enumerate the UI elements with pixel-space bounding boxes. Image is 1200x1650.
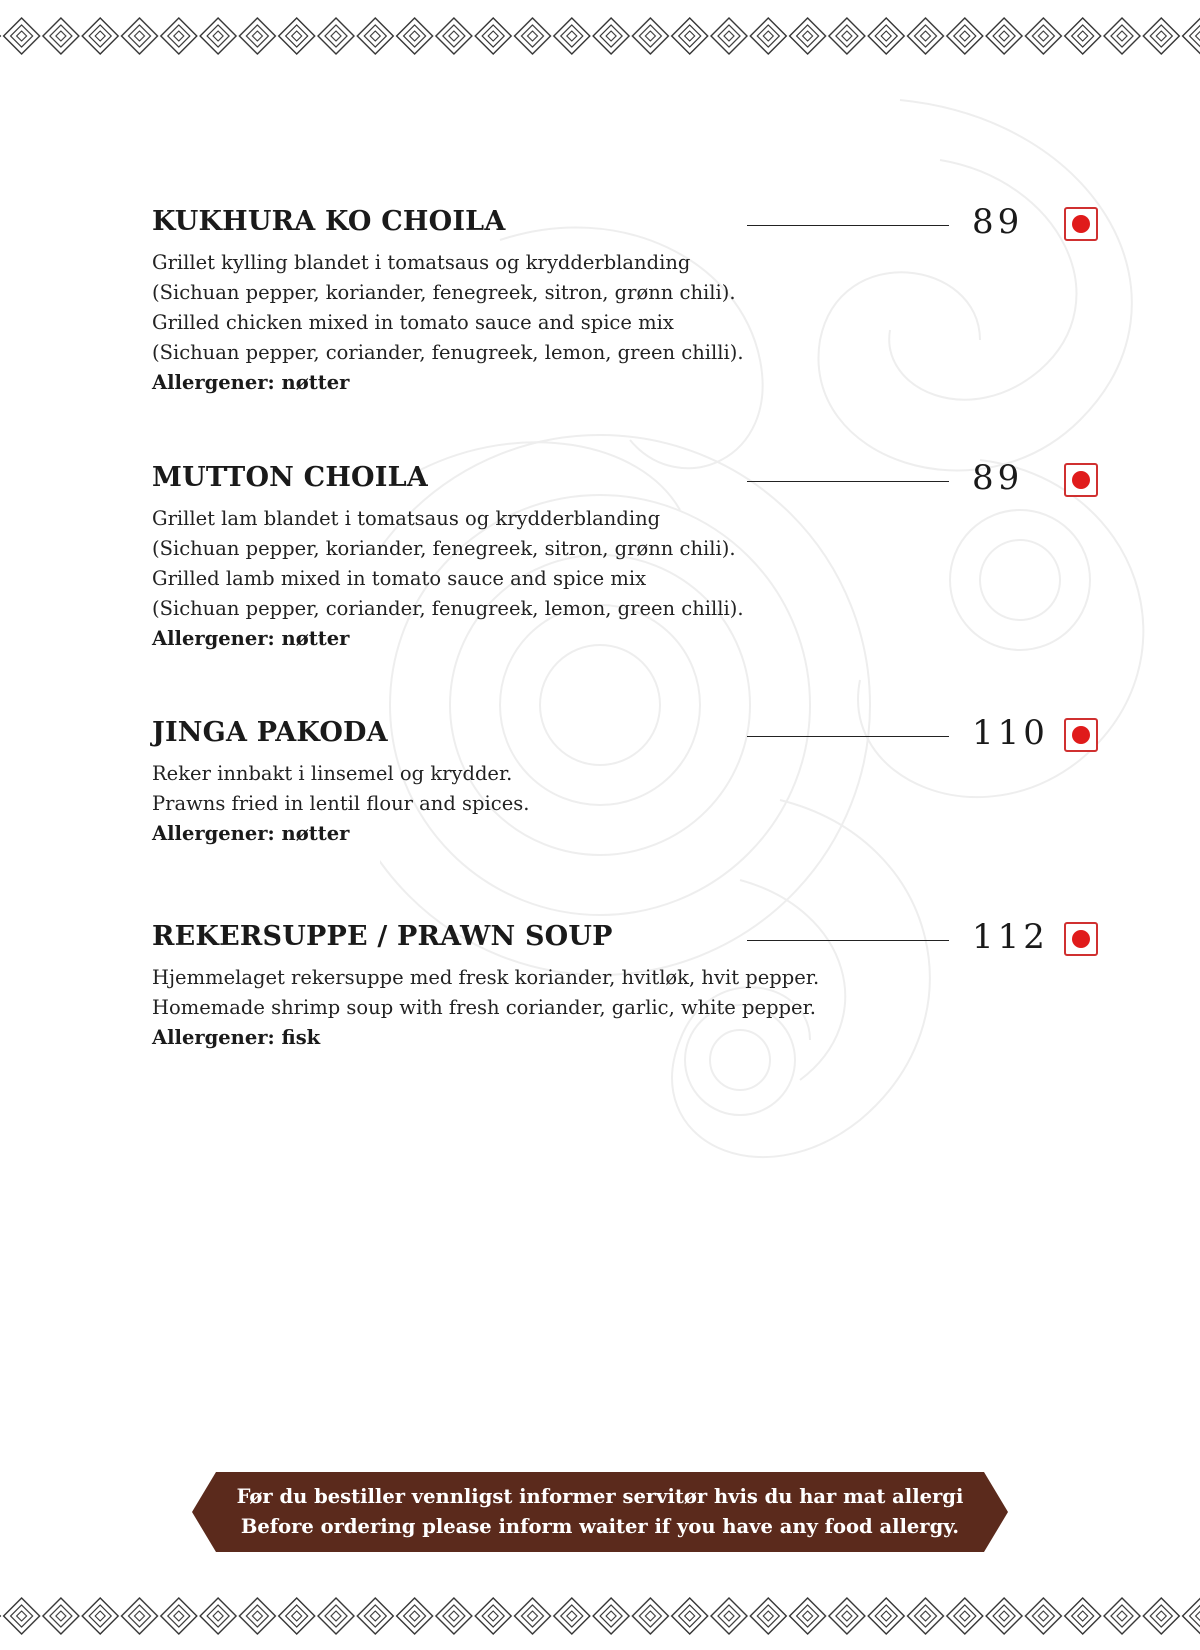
description-line: (Sichuan pepper, coriander, fenugreek, lemon, green chilli). bbox=[152, 597, 744, 620]
menu-item bbox=[152, 919, 1112, 1053]
food-mark-icon bbox=[1064, 922, 1098, 956]
item-price: 89 bbox=[972, 458, 1024, 498]
allergy-notice-line-no: Før du bestiller vennligst informer servitør hvis du har mat allergi bbox=[236, 1485, 964, 1508]
allergen-info: Allergener: nøtter bbox=[152, 627, 350, 650]
item-description bbox=[152, 248, 1112, 398]
allergen-info: Allergener: fisk bbox=[152, 1026, 321, 1049]
description-line: Grilled chicken mixed in tomato sauce and spice mix bbox=[152, 311, 674, 334]
description-line: Homemade shrimp soup with fresh coriander, garlic, white pepper. bbox=[152, 996, 816, 1019]
item-title: MUTTON CHOILA bbox=[152, 462, 428, 493]
allergy-notice-line-en: Before ordering please inform waiter if you have any food allergy. bbox=[240, 1515, 960, 1538]
description-line: (Sichuan pepper, koriander, fenegreek, sitron, grønn chili). bbox=[152, 281, 736, 304]
description-line: (Sichuan pepper, coriander, fenugreek, lemon, green chilli). bbox=[152, 341, 744, 364]
item-description bbox=[152, 504, 1112, 654]
item-price: 112 bbox=[972, 917, 1049, 957]
description-line: Grilled lamb mixed in tomato sauce and spice mix bbox=[152, 567, 647, 590]
menu-item bbox=[152, 460, 1112, 654]
allergy-notice-text bbox=[192, 1482, 1008, 1542]
description-line: Grillet kylling blandet i tomatsaus og krydderblanding bbox=[152, 251, 691, 274]
description-line: Prawns fried in lentil flour and spices. bbox=[152, 792, 530, 815]
description-line: Grillet lam blandet i tomatsaus og krydderblanding bbox=[152, 507, 661, 530]
allergen-info: Allergener: nøtter bbox=[152, 822, 350, 845]
menu-item bbox=[152, 204, 1112, 398]
food-mark-icon bbox=[1064, 207, 1098, 241]
price-leader-line bbox=[747, 225, 949, 226]
item-price: 110 bbox=[972, 713, 1049, 753]
item-description bbox=[152, 759, 1112, 849]
price-leader-line bbox=[747, 736, 949, 737]
allergy-notice-banner bbox=[192, 1472, 1008, 1552]
menu-item bbox=[152, 715, 1112, 849]
item-description bbox=[152, 963, 1112, 1053]
price-leader-line bbox=[747, 481, 949, 482]
food-mark-icon bbox=[1064, 463, 1098, 497]
item-price: 89 bbox=[972, 202, 1024, 242]
description-line: Hjemmelaget rekersuppe med fresk koriander, hvitløk, hvit pepper. bbox=[152, 966, 820, 989]
bottom-diamond-border bbox=[0, 1596, 1200, 1636]
item-title: JINGA PAKODA bbox=[152, 717, 388, 748]
description-line: (Sichuan pepper, koriander, fenegreek, sitron, grønn chili). bbox=[152, 537, 736, 560]
food-mark-icon bbox=[1064, 718, 1098, 752]
description-line: Reker innbakt i linsemel og krydder. bbox=[152, 762, 513, 785]
price-leader-line bbox=[747, 940, 949, 941]
item-title: REKERSUPPE / PRAWN SOUP bbox=[152, 921, 613, 952]
allergen-info: Allergener: nøtter bbox=[152, 371, 350, 394]
item-title: KUKHURA KO CHOILA bbox=[152, 206, 506, 237]
